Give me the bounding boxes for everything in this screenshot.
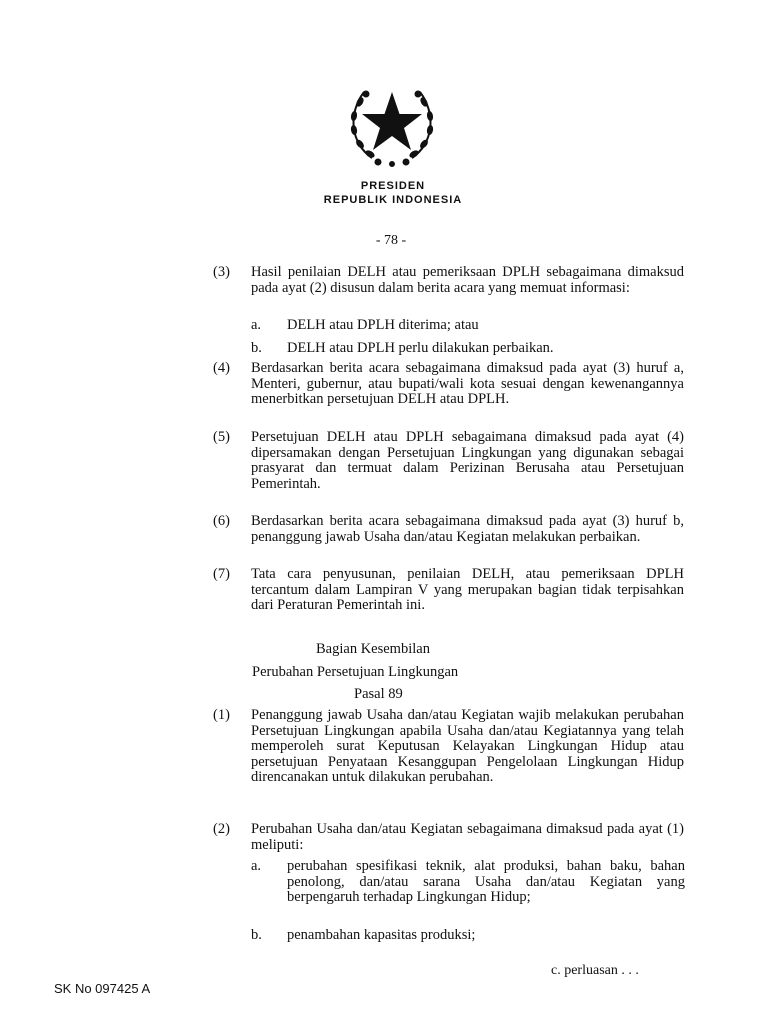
header-subtitle: REPUBLIK INDONESIA: [323, 194, 463, 206]
paragraph-number: (4): [213, 360, 230, 376]
paragraph-text: Berdasarkan berita acara sebagaimana dimaksud pada ayat (3) huruf b, penanggung jawab Usaha dan/atau Kegiatan melakukan perbaikan.: [251, 513, 684, 545]
paragraph-text: Perubahan Usaha dan/atau Kegiatan sebagaimana dimaksud pada ayat (1) meliputi:: [251, 821, 684, 853]
paragraph-number: (3): [213, 264, 230, 280]
paragraph-number: (5): [213, 429, 230, 445]
list-item-text: DELH atau DPLH perlu dilakukan perbaikan.: [287, 340, 554, 356]
page-number: - 78 -: [375, 233, 407, 248]
paragraph-number: (1): [213, 707, 230, 723]
paragraph-text: Persetujuan DELH atau DPLH sebagaimana dimaksud pada ayat (4) dipersamakan dengan Persetujuan Lingkungan yang digunakan sebagai prasyarat dan termuat dalam Perizinan Berusaha atau Persetujuan Pemerintah.: [251, 429, 684, 492]
list-item-label: b.: [251, 340, 262, 356]
list-item-text: penambahan kapasitas produksi;: [287, 927, 476, 943]
paragraph-number: (6): [213, 513, 230, 529]
paragraph-number: (2): [213, 821, 230, 837]
paragraph-text: Tata cara penyusunan, penilaian DELH, atau pemeriksaan DPLH tercantum dalam Lampiran V yang merupakan bagian tidak terpisahkan dari Peraturan Pemerintah ini.: [251, 566, 684, 613]
section-title: Perubahan Persetujuan Lingkungan: [252, 664, 459, 680]
paragraph-text: Hasil penilaian DELH atau pemeriksaan DPLH sebagaimana dimaksud pada ayat (2) disusun dalam berita acara yang memuat informasi:: [251, 264, 684, 296]
section-bagian: Bagian Kesembilan: [316, 641, 430, 657]
serial-number: SK No 097425 A: [54, 981, 151, 996]
pasal-heading: Pasal 89: [354, 686, 403, 702]
list-item-text: DELH atau DPLH diterima; atau: [287, 317, 479, 333]
header-title: PRESIDEN: [360, 180, 426, 192]
list-item-text: perubahan spesifikasi teknik, alat produksi, bahan baku, bahan penolong, dan/atau sarana Usaha dan/atau Kegiatan yang berpengaruh terhadap Lingkungan Hidup;: [287, 858, 685, 905]
paragraph-text: Penanggung jawab Usaha dan/atau Kegiatan wajib melakukan perubahan Persetujuan Lingkungan apabila Usaha dan/atau Kegiatannya yang telah memperoleh surat Keputusan Kelayakan Lingkungan Hidup atau persetujuan Penyataan Kesanggupan Pengelolaan Lingkungan Hidup direncanakan untuk dilakukan perubahan.: [251, 707, 684, 785]
list-item-label: a.: [251, 858, 262, 874]
paragraph-text: Berdasarkan berita acara sebagaimana dimaksud pada ayat (3) huruf a, Menteri, gubernur, atau bupati/wali kota sesuai dengan kewenangannya menerbitkan persetujuan DELH atau DPLH.: [251, 360, 684, 407]
continuation-text: c. perluasan . . .: [551, 963, 639, 978]
paragraph-number: (7): [213, 566, 230, 582]
list-item-label: a.: [251, 317, 262, 333]
presidential-emblem-icon: [342, 78, 442, 170]
list-item-label: b.: [251, 927, 262, 943]
